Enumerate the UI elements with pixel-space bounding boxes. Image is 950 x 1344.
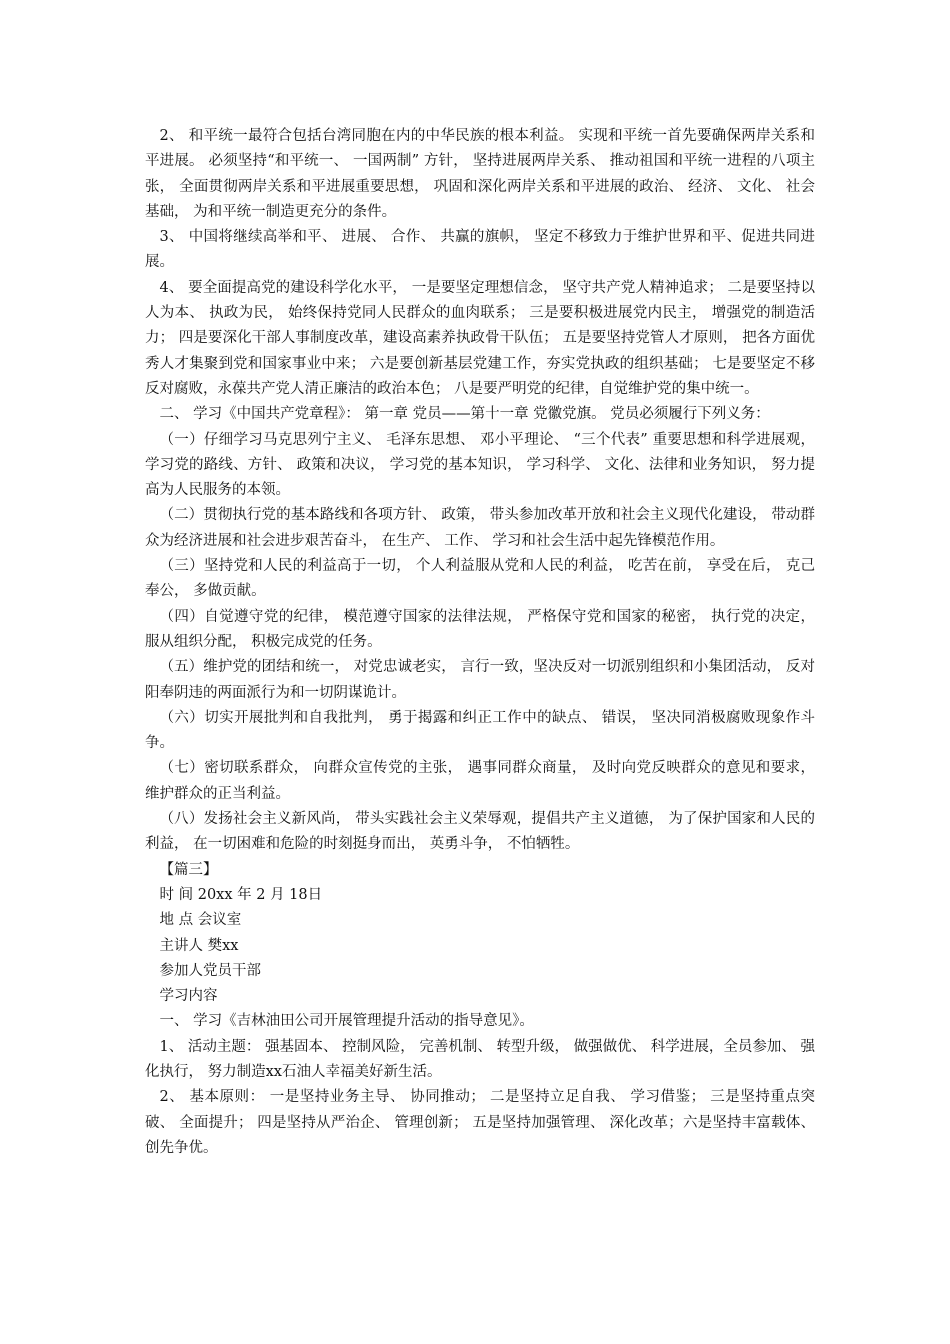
paragraph-duty-6: （六）切实开展批判和自我批判， 勇于揭露和纠正工作中的缺点、 错误， 坚决同消极腐败现象作斗争。 [145, 709, 815, 752]
paragraph-duty-8: （八）发扬社会主义新风尚， 带头实践社会主义荣辱观，提倡共产主义道德， 为了保护国家和人民的利益， 在一切困难和危险的时刻挺身而出， 英勇斗争， 不怕牺牲。 [145, 811, 815, 853]
document-page [145, 124, 815, 1161]
paragraph-basic-principles: 2、 基本原则： 一是坚持业务主导、 协同推动； 二是坚持立足自我、 学习借鉴； 三是坚持重点突破、 全面提升； 四是坚持从严治企、 管理创新； 五是坚持加强管理、 深化改革；六是坚持丰富载体、 创先争优。 [145, 1089, 815, 1156]
meeting-location: 地 点 会议室 [159, 912, 242, 929]
section-heading: 【篇三】 [159, 861, 218, 878]
paragraph-duty-5: （五）维护党的团结和统一， 对党忠诚老实， 言行一致，坚决反对一切派别组织和小集团活动， 反对阳奉阴违的两面派行为和一切阴谋诡计。 [145, 659, 815, 701]
paragraph-duty-3: （三）坚持党和人民的利益高于一切， 个人利益服从党和人民的利益， 吃苦在前， 享受在后， 克己奉公， 多做贡献。 [145, 558, 815, 600]
paragraph-activity-theme: 1、 活动主题： 强基固本、 控制风险， 完善机制、 转型升级， 做强做优、 科学进展，全员参加、 强化执行， 努力制造xx石油人幸福美好新生活。 [145, 1038, 815, 1080]
paragraph-duty-1: （一）仔细学习马克思列宁主义、 毛泽东思想、 邓小平理论、 “三个代表” 重要思想和科学进展观， 学习党的路线、方针、 政策和决议， 学习党的基本知识， 学习科学、 文化、法律和业务知识， 努力提高为人民服务的本领。 [145, 431, 815, 499]
meeting-speaker: 主讲人 樊xx [159, 937, 239, 954]
meeting-content-label: 学习内容 [159, 988, 218, 1005]
meeting-time: 时 间 20xx 年 2 月 18日 [159, 886, 323, 903]
paragraph-duty-2: （二）贯彻执行党的基本路线和各项方针、 政策， 带头参加改革开放和社会主义现代化建设， 带动群众为经济进展和社会进步艰苦奋斗， 在生产、 工作、 学习和社会生活中起先锋模范作用。 [145, 507, 815, 549]
paragraph-duty-4: （四）自觉遵守党的纪律， 模范遵守国家的法律法规， 严格保守党和国家的秘密， 执行党的决定， 服从组织分配， 积极完成党的任务。 [145, 608, 815, 650]
paragraph-duty-7: （七）密切联系群众， 向群众宣传党的主张， 遇事同群众商量， 及时向党反映群众的意见和要求， 维护群众的正当利益。 [145, 760, 815, 802]
paragraph-party-building: 4、 要全面提高党的建设科学化水平， 一是要坚定理想信念， 坚守共产党人精神追求； 二是要坚持以人为本、 执政为民， 始终保持党同人民群众的血肉联系； 三是要积极进展党内民主， 增强党的制造活力； 四是要深化干部人事制度改革，建设高素养执政骨干队伍； 五是要坚持党管人才原则， 把各方面优秀人才集聚到党和国家事业中来； 六是要创新基层党建工作，夯实党执政的组织基础； 七是要坚定不移反对腐败，永葆共产党人清正廉洁的政治本色； 八是要严明党的纪律，自觉维护党的集中统一。 [145, 279, 815, 397]
paragraph-party-constitution: 二、 学习《中国共产党章程》： 第一章 党员——第十一章 党徽党旗。 党员必须履行下列义务： [159, 406, 770, 423]
meeting-attendees: 参加人党员干部 [159, 962, 261, 979]
paragraph-peace-unification: 2、 和平统一最符合包括台湾同胞在内的中华民族的根本利益。 实现和平统一首先要确保两岸关系和平进展。 必须坚持“和平统一、 一国两制” 方针， 坚持进展两岸关系、 推动祖国和平统一进程的八项主张， 全面贯彻两岸关系和平进展重要思想， 巩固和深化两岸关系和平进展的政治、 经济、 文化、 社会基础， 为和平统一制造更充分的条件。 [145, 128, 815, 220]
study-topic: 一、 学习《吉林油田公司开展管理提升活动的指导意见》。 [159, 1013, 534, 1030]
paragraph-peace-development: 3、 中国将继续高举和平、 进展、 合作、 共赢的旗帜， 坚定不移致力于维护世界和平、促进共同进展。 [145, 229, 815, 271]
